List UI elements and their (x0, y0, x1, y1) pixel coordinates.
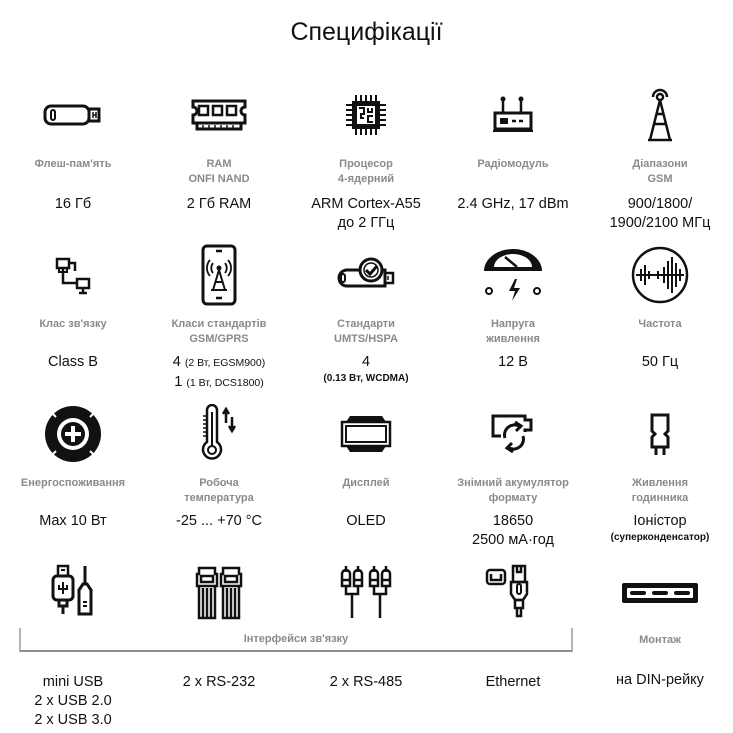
spec-label: Частота (638, 318, 682, 330)
network-connection-icon (0, 245, 146, 305)
spec-value: на DIN-рейку (616, 672, 704, 688)
spec-label: RAM ONFI NAND (188, 158, 250, 185)
rs232-connector-icon (146, 563, 292, 623)
power-consumption-icon (0, 404, 146, 464)
processor-chip-icon (293, 85, 439, 145)
spec-value: 2 x RS-232 (182, 674, 256, 690)
spec-value: mini USB 2 x USB 2.0 2 x USB 3.0 (34, 674, 112, 728)
spec-value: OLED (346, 513, 386, 529)
spec-value: 18650 2500 мА·год (472, 513, 554, 548)
usb-flash-drive-icon (0, 85, 146, 145)
spec-label: Робоча температура (184, 477, 254, 504)
router-antenna-icon (440, 85, 586, 145)
spec-label: Дисплей (342, 477, 390, 489)
spec-label: Енергоспоживання (20, 477, 126, 489)
page-title: Специфікації (290, 18, 443, 46)
spec-value: 900/1800/ 1900/2100 МГц (609, 196, 711, 231)
ram-module-icon (146, 85, 292, 145)
thermometer-icon (146, 404, 292, 464)
spec-label: Стандарти UMTS/HSPA (334, 318, 398, 345)
spec-value: 2 x RS-485 (329, 674, 403, 690)
spec-value: 4 (2 Вт, EGSM900) 1 (1 Вт, DCS1800) (172, 354, 266, 390)
spec-label: Радіомодуль (477, 158, 549, 170)
spec-label: Процесор 4-ядерний (337, 158, 395, 185)
supercapacitor-icon (587, 404, 733, 464)
spec-value: Class B (48, 354, 98, 370)
usb-modem-check-icon (293, 245, 439, 305)
spec-label: Діапазони GSM (632, 158, 688, 185)
phone-signal-icon (146, 245, 292, 305)
spec-label: Монтаж (639, 634, 681, 646)
rs485-connector-icon (293, 563, 439, 623)
voltmeter-icon (440, 245, 586, 305)
spec-value: 50 Гц (641, 354, 679, 370)
spec-value: 12 В (498, 354, 528, 370)
spec-label: Класи стандартів GSM/GPRS (171, 318, 267, 345)
spec-value: 2.4 GHz, 17 dBm (457, 196, 569, 212)
radio-tower-icon (587, 85, 733, 145)
interfaces-group-label: Інтерфейси зв'язку (243, 633, 349, 645)
usb-cable-icon (0, 563, 146, 623)
spec-value: 2 Гб RAM (186, 196, 252, 212)
ethernet-plug-icon (440, 563, 586, 623)
spec-value: ARM Cortex-A55 до 2 ГГц (311, 196, 421, 231)
display-icon (293, 404, 439, 464)
spec-label: Напруга живлення (486, 318, 540, 345)
sound-wave-icon (587, 245, 733, 305)
spec-value: Іоністор (суперконденсатор) (610, 513, 710, 543)
spec-label: Живлення годинника (631, 477, 689, 504)
spec-value: 16 Гб (54, 196, 92, 212)
spec-value: -25 ... +70 °С (176, 513, 262, 529)
spec-label: Знімний акумулятор формату (457, 477, 569, 504)
spec-label: Флеш-пам'ять (34, 158, 112, 170)
spec-value: Ethernet (485, 674, 541, 690)
spec-value: 4 (0.13 Вт, WCDMA) (323, 354, 409, 384)
din-rail-icon (587, 563, 733, 623)
battery-swap-icon (440, 404, 586, 464)
spec-label: Клас зв'язку (39, 318, 107, 330)
spec-value: Max 10 Вт (39, 513, 107, 529)
